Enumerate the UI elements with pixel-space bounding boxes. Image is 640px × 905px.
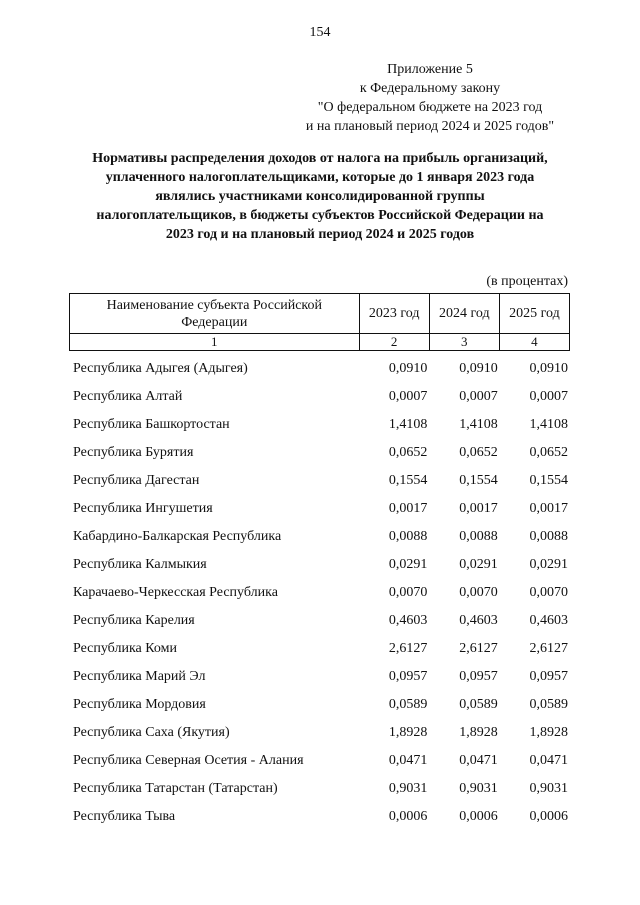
value-2025: 0,0007 (529, 389, 568, 404)
value-2024: 0,0291 (459, 557, 498, 572)
table-row (69, 663, 570, 691)
value-2023: 0,0471 (388, 753, 428, 768)
value-2025: 0,0652 (529, 445, 568, 460)
title-line: Нормативы распределения доходов от налога на прибыль организаций, (92, 151, 548, 166)
header-2024: 2024 год (429, 294, 499, 334)
value-2024: 0,0088 (459, 529, 498, 544)
appendix-line: "О федеральном бюджете на 2023 год (317, 100, 543, 115)
column-number: 2 (359, 334, 429, 351)
table-row (69, 411, 570, 439)
column-number-row (70, 334, 570, 351)
table-row (69, 747, 570, 775)
column-number: 3 (429, 334, 499, 351)
header-name-line: Наименование субъекта Российской (106, 297, 322, 313)
value-2025: 0,0589 (529, 697, 568, 712)
table-row (69, 719, 570, 747)
table-row (69, 383, 570, 411)
value-2024: 1,8928 (459, 725, 498, 740)
subject-name: Республика Алтай (73, 389, 183, 404)
subject-name: Республика Ингушетия (73, 501, 213, 516)
subject-name: Республика Дагестан (73, 473, 200, 488)
value-2023: 0,1554 (388, 473, 428, 488)
title-line: 2023 год и на плановый период 2024 и 2025 годов (165, 227, 475, 242)
value-2023: 0,0910 (388, 361, 428, 376)
value-2023: 0,0589 (388, 697, 428, 712)
table-header (69, 293, 570, 351)
subject-name: Республика Марий Эл (73, 669, 206, 684)
subject-name: Республика Мордовия (73, 697, 206, 712)
value-2025: 0,0291 (529, 557, 568, 572)
header-2023: 2023 год (359, 294, 429, 334)
appendix-line: Приложение 5 (387, 62, 473, 77)
header-row (70, 294, 570, 334)
table-row (69, 775, 570, 803)
value-2024: 0,0006 (459, 809, 498, 824)
document-title (60, 149, 580, 244)
appendix-line: и на плановый период 2024 и 2025 годов" (305, 119, 555, 134)
table-row (69, 523, 570, 551)
value-2024: 0,9031 (459, 781, 498, 796)
value-2023: 1,8928 (388, 725, 428, 740)
value-2024: 0,0070 (459, 585, 498, 600)
value-2024: 0,0017 (459, 501, 498, 516)
table-row (69, 691, 570, 719)
title-line: являлись участниками консолидированной группы (155, 189, 485, 204)
value-2024: 0,0652 (459, 445, 498, 460)
value-2023: 0,0017 (388, 501, 428, 516)
value-2025: 0,0088 (529, 529, 568, 544)
table-row (69, 803, 570, 831)
subject-name: Республика Саха (Якутия) (73, 725, 230, 740)
value-2023: 0,4603 (388, 613, 428, 628)
value-2023: 0,0007 (388, 389, 428, 404)
header-2025: 2025 год (499, 294, 569, 334)
data-table (69, 355, 570, 831)
value-2024: 2,6127 (459, 641, 498, 656)
table-row (69, 439, 570, 467)
value-2024: 1,4108 (459, 417, 498, 432)
subject-name: Республика Адыгея (Адыгея) (73, 361, 248, 376)
value-2025: 0,0957 (529, 669, 568, 684)
table-row (69, 467, 570, 495)
value-2024: 0,0589 (459, 697, 498, 712)
value-2024: 0,4603 (459, 613, 498, 628)
value-2025: 0,9031 (529, 781, 568, 796)
value-2025: 1,4108 (529, 417, 568, 432)
subject-name: Республика Карелия (73, 613, 195, 628)
value-2025: 0,0006 (529, 809, 568, 824)
value-2024: 0,1554 (459, 473, 498, 488)
value-2024: 0,0957 (459, 669, 498, 684)
title-line: налогоплательщиков, в бюджеты субъектов Российской Федерации на (96, 208, 544, 223)
value-2023: 0,0088 (388, 529, 428, 544)
value-2024: 0,0910 (459, 361, 498, 376)
subject-name: Кабардино-Балкарская Республика (73, 529, 282, 544)
value-2023: 0,0070 (388, 585, 428, 600)
table-row (69, 551, 570, 579)
value-2023: 2,6127 (388, 641, 428, 656)
units-note: (в процентах) (486, 274, 568, 289)
subject-name: Республика Тыва (73, 809, 176, 824)
header-name (70, 294, 360, 334)
value-2023: 0,0957 (388, 669, 428, 684)
appendix-line: к Федеральному закону (359, 81, 501, 96)
data-table-body (69, 355, 570, 831)
header-name-line: Федерации (181, 314, 248, 330)
page-number: 154 (309, 25, 331, 40)
subject-name: Карачаево-Черкесская Республика (73, 585, 278, 600)
table-row (69, 579, 570, 607)
subject-name: Республика Северная Осетия - Алания (73, 753, 304, 768)
value-2023: 0,0291 (388, 557, 428, 572)
value-2025: 0,0471 (529, 753, 568, 768)
value-2024: 0,0471 (459, 753, 498, 768)
value-2025: 0,0070 (529, 585, 568, 600)
appendix-reference (220, 60, 640, 136)
subject-name: Республика Калмыкия (73, 557, 207, 572)
value-2025: 0,0910 (529, 361, 568, 376)
table-row (69, 635, 570, 663)
column-number: 4 (499, 334, 569, 351)
value-2023: 0,9031 (388, 781, 428, 796)
value-2024: 0,0007 (459, 389, 498, 404)
value-2025: 0,4603 (529, 613, 568, 628)
subject-name: Республика Бурятия (73, 445, 194, 460)
table-row (69, 607, 570, 635)
subject-name: Республика Башкортостан (73, 417, 230, 432)
value-2025: 2,6127 (529, 641, 568, 656)
value-2023: 1,4108 (388, 417, 428, 432)
value-2025: 1,8928 (529, 725, 568, 740)
subject-name: Республика Татарстан (Татарстан) (73, 781, 278, 796)
subject-name: Республика Коми (73, 641, 177, 656)
value-2025: 0,1554 (529, 473, 568, 488)
column-number: 1 (70, 334, 360, 351)
value-2023: 0,0006 (388, 809, 428, 824)
table-row (69, 355, 570, 383)
title-line: уплаченного налогоплательщиками, которые до 1 января 2023 года (105, 170, 535, 185)
value-2023: 0,0652 (388, 445, 428, 460)
value-2025: 0,0017 (529, 501, 568, 516)
table-row (69, 495, 570, 523)
